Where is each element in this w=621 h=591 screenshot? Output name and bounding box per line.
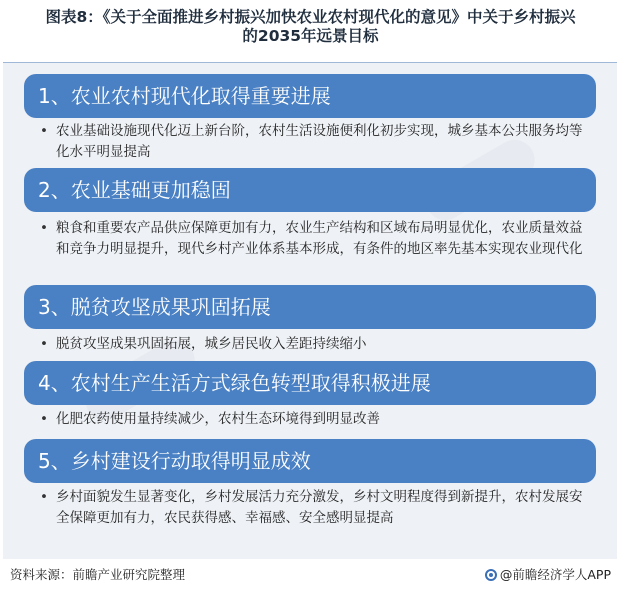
section-banner-3: 3、脱贫攻坚成果巩固拓展 xyxy=(24,285,596,329)
brand-text: @前瞻经济学人APP xyxy=(499,567,611,582)
source-note: 资料来源：前瞻产业研究院整理 xyxy=(10,567,186,582)
title-line-2: 的2035年远景目标 xyxy=(242,27,379,45)
section-banner-1: 1、农业农村现代化取得重要进展 xyxy=(24,74,596,118)
section-list-5 xyxy=(40,487,595,529)
list-item: • 粮食和重要农产品供应保障更加有力，农业生产结构和区域布局明显优化，农业质量效益和竞争力明显提升，现代乡村产业体系基本形成，有条件的地区率先基本实现农业现代化 xyxy=(40,218,595,260)
section-banner-5: 5、乡村建设行动取得明显成效 xyxy=(24,439,596,483)
list-item: • 乡村面貌发生显著变化，乡村发展活力充分激发，乡村文明程度得到新提升，农村发展安全保障更加有力，农民获得感、幸福感、安全感明显提高 xyxy=(40,487,595,529)
section-list-3 xyxy=(40,334,595,355)
page-title xyxy=(10,8,611,46)
list-item: • 化肥农药使用量持续减少，农村生态环境得到明显改善 xyxy=(40,409,595,430)
brand-credit xyxy=(485,567,611,583)
title-line-1: 图表8：《关于全面推进乡村振兴加快农业农村现代化的意见》中关于乡村振兴 xyxy=(45,8,576,26)
list-item: • 脱贫攻坚成果巩固拓展，城乡居民收入差距持续缩小 xyxy=(40,334,595,355)
section-banner-2: 2、农业基础更加稳固 xyxy=(24,168,596,212)
list-item: • 农业基础设施现代化迈上新台阶，农村生活设施便利化初步实现，城乡基本公共服务均等化水平明显提高 xyxy=(40,121,595,163)
brand-logo-icon xyxy=(485,569,497,581)
section-banner-4: 4、农村生产生活方式绿色转型取得积极进展 xyxy=(24,361,596,405)
section-list-1 xyxy=(40,121,595,163)
section-list-2 xyxy=(40,218,595,260)
section-list-4 xyxy=(40,409,595,430)
